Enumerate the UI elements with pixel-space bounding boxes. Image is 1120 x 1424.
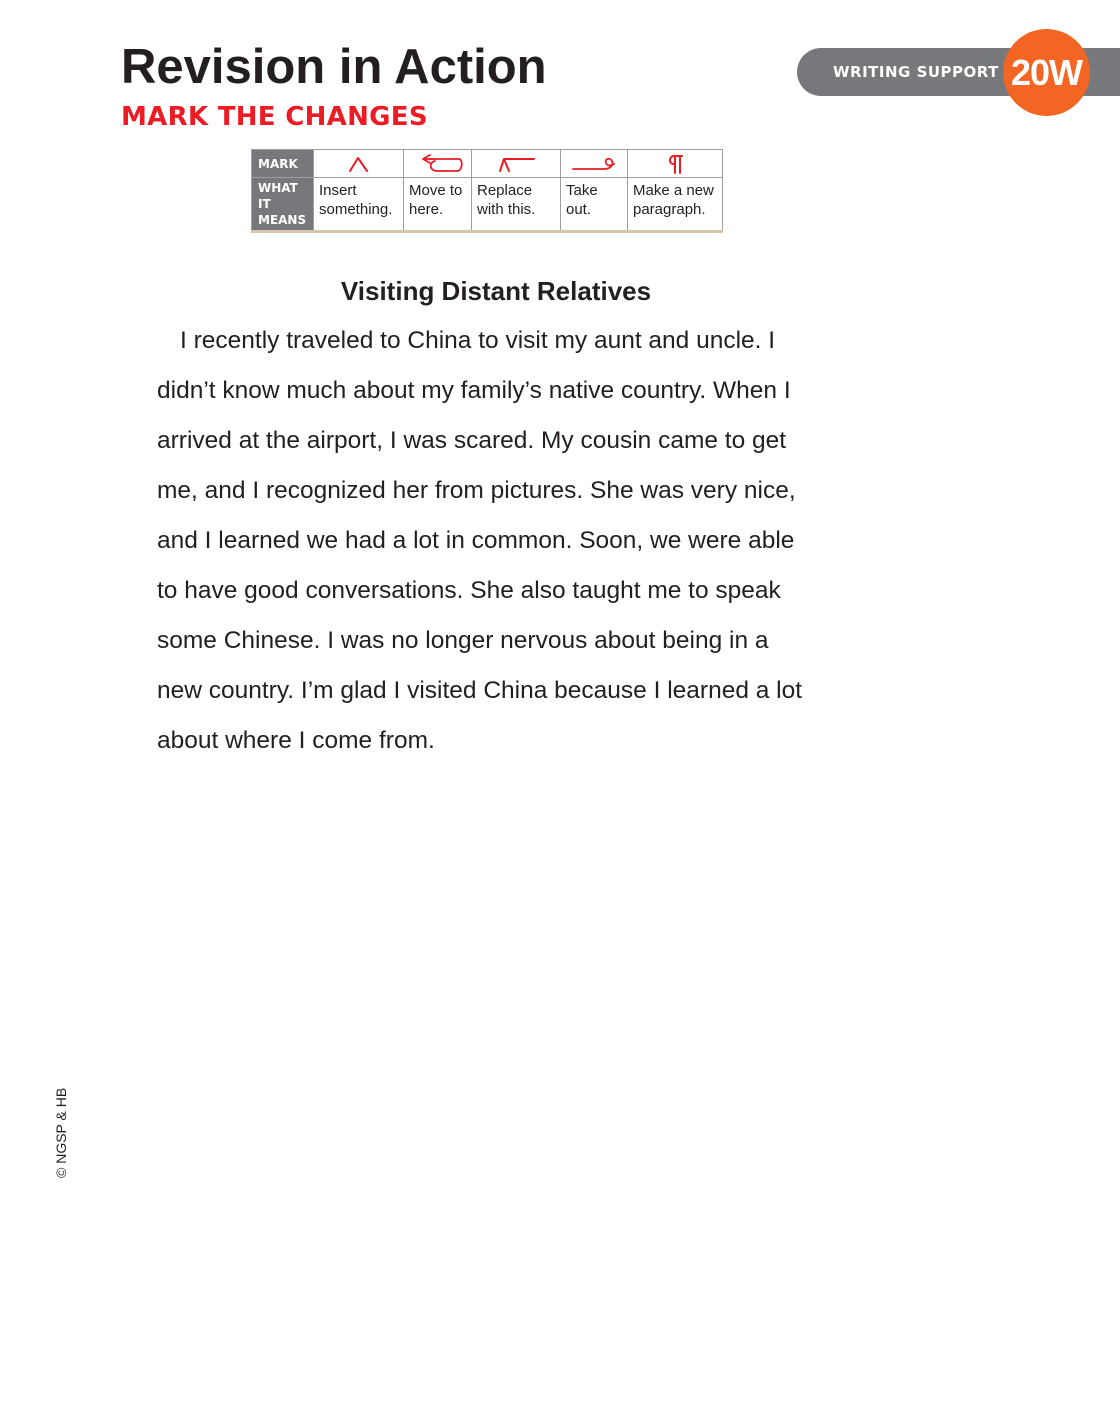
marks-row (252, 150, 723, 178)
move-meaning (404, 178, 472, 232)
tab-label: WRITING SUPPORT (833, 63, 999, 81)
meaning-line: Move to (409, 182, 463, 199)
page-subtitle: MARK THE CHANGES (121, 102, 428, 132)
lesson-badge: 20W (1003, 29, 1090, 116)
insert-meaning (314, 178, 404, 232)
meaning-line: here. (409, 201, 444, 218)
meaning-line: Make a new (633, 182, 714, 199)
mark-header: MARK (252, 150, 314, 178)
story-title: Visiting Distant Relatives (340, 276, 652, 306)
what-it-means-header (252, 178, 314, 232)
revision-marks-table (251, 149, 723, 233)
meaning-line: Take (566, 182, 598, 199)
meaning-line: out. (566, 201, 592, 218)
meaning-line: something. (319, 201, 393, 218)
page-title: Revision in Action (121, 40, 547, 94)
story-line: about where I come from. (157, 727, 435, 754)
delete-mark-icon (561, 150, 628, 178)
copyright-notice: © NGSP & HB (53, 1087, 69, 1178)
paragraph-meaning (628, 178, 723, 232)
story-line: and I learned we had a lot in common. Soon, we were able (157, 527, 795, 554)
paragraph-mark-icon (628, 150, 723, 178)
meaning-line: Insert (319, 182, 357, 199)
story-line: to have good conversations. She also taught me to speak (157, 577, 781, 604)
caret-insert-icon (314, 150, 404, 178)
what-it-means-line2: MEANS (258, 213, 307, 227)
story-paragraph (157, 316, 837, 766)
move-arrow-icon (404, 150, 472, 178)
replace-mark-icon (472, 150, 561, 178)
story-line: me, and I recognized her from pictures. She was very nice, (157, 477, 796, 504)
meaning-line: Replace (477, 182, 533, 199)
what-it-means-line1: WHAT IT (258, 181, 298, 211)
meaning-line: paragraph. (633, 201, 706, 218)
story-line: new country. I’m glad I visited China because I learned a lot (157, 677, 803, 704)
meaning-line: with this. (477, 201, 536, 218)
story-line: arrived at the airport, I was scared. My cousin came to get (157, 427, 787, 454)
story-line: I recently traveled to China to visit my aunt and uncle. I (180, 327, 776, 354)
story-line: some Chinese. I was no longer nervous about being in a (157, 627, 769, 654)
delete-meaning (561, 178, 628, 232)
meanings-row (252, 178, 723, 232)
replace-meaning (472, 178, 561, 232)
story-line: didn’t know much about my family’s native country. When I (157, 377, 791, 404)
